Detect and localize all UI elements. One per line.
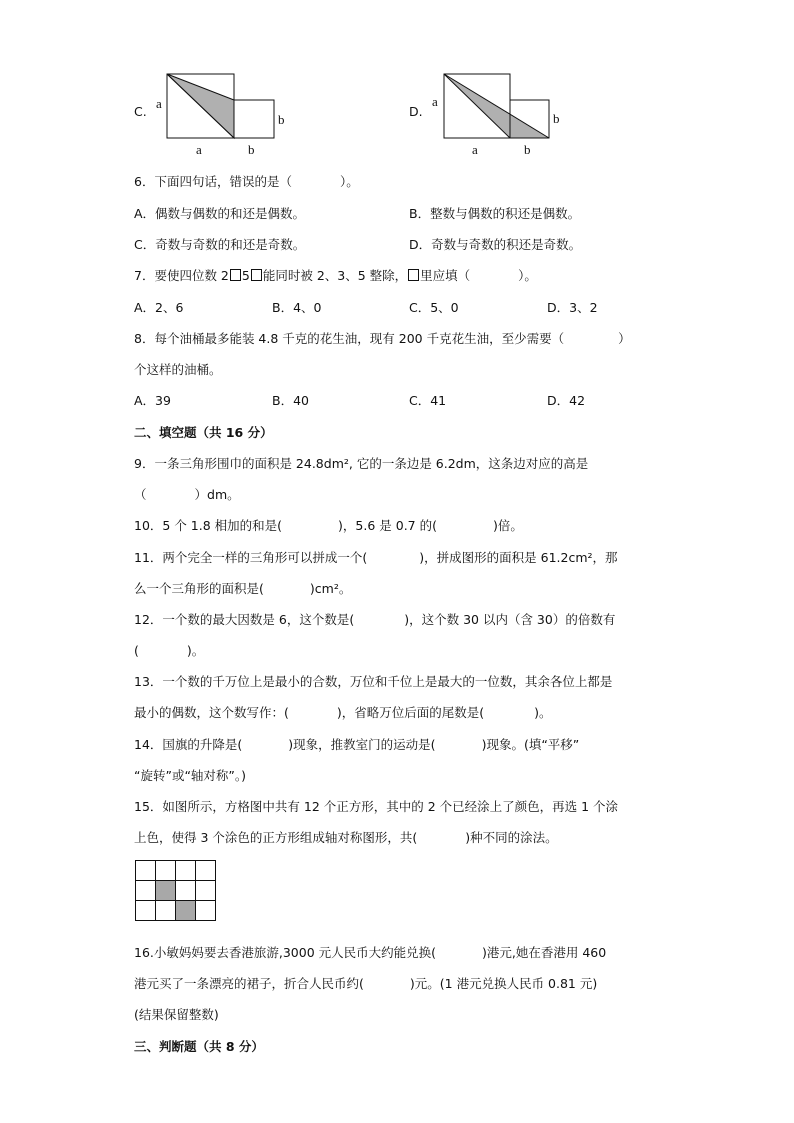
q15-line1: 15．如图所示，方格图中共有 12 个正方形，其中的 2 个已经涂上了颜色，再选 1 个涂 — [134, 799, 619, 814]
q10-line: 10．5 个 1.8 相加的和是( )，5.6 是 0.7 的( )倍。 — [134, 518, 523, 533]
q8-stem-line1: 8．每个油桶最多能装 4.8 千克的花生油，现有 200 千克花生油，至少需要（ ） — [134, 331, 631, 346]
option-c-label: C. — [134, 104, 147, 119]
label-side-b-c: b — [278, 112, 285, 127]
q6-option-b[interactable]: B．整数与偶数的积还是偶数。 — [409, 206, 581, 221]
q7-stem: 7．要使四位数 2 5 能同时被 2、3、5 整除， 里应填（ ）。 — [134, 268, 537, 283]
q7-option-b[interactable]: B．4、0 — [272, 300, 322, 315]
q7-option-c[interactable]: C．5、0 — [409, 300, 459, 315]
label-bottom-b-d: b — [524, 142, 531, 157]
q15-grid-figure — [135, 860, 217, 922]
option-d-label: D. — [409, 104, 423, 119]
q6-option-a[interactable]: A．偶数与偶数的和还是偶数。 — [134, 206, 306, 221]
q6-option-d[interactable]: D．奇数与奇数的积还是奇数。 — [409, 237, 582, 252]
q7-option-a[interactable]: A．2、6 — [134, 300, 184, 315]
q13-line2: 最小的偶数，这个数写作：( )，省略万位后面的尾数是( )。 — [134, 705, 552, 720]
q14-line2: “旋转”或“轴对称”。) — [134, 768, 247, 783]
q9-line1: 9．一条三角形围巾的面积是 24.8dm², 它的一条边是 6.2dm，这条边对应的高是 — [134, 456, 589, 471]
q16-line1: 16.小敏妈妈要去香港旅游,3000 元人民币大约能兑换( )港元,她在香港用 460 — [134, 945, 607, 960]
q9-line2: （ ）dm。 — [134, 487, 240, 502]
label-bottom-b-c: b — [248, 142, 255, 157]
empty-box-icon — [230, 269, 241, 281]
q16-line2: 港元买了一条漂亮的裙子，折合人民币约( )元。(1 港元兑换人民币 0.81 元) — [134, 976, 598, 991]
label-bottom-a-c: a — [196, 142, 202, 157]
q6-option-c[interactable]: C．奇数与奇数的和还是奇数。 — [134, 237, 306, 252]
q13-line1: 13．一个数的千万位上是最小的合数，万位和千位上是最大的一位数，其余各位上都是 — [134, 674, 613, 689]
shaded-cell — [155, 880, 175, 900]
section-2-title: 二、填空题（共 16 分） — [134, 425, 273, 440]
q6-stem: 6．下面四句话，错误的是（ ）。 — [134, 174, 359, 189]
q8-option-c[interactable]: C．41 — [409, 393, 447, 408]
q8-option-a[interactable]: A．39 — [134, 393, 171, 408]
label-side-a-d: a — [432, 94, 438, 109]
q7-option-d[interactable]: D．3、2 — [547, 300, 598, 315]
label-bottom-a-d: a — [472, 142, 478, 157]
label-side-a-c: a — [156, 96, 162, 111]
q8-option-d[interactable]: D．42 — [547, 393, 586, 408]
empty-box-icon — [408, 269, 419, 281]
q11-line1: 11．两个完全一样的三角形可以拼成一个( )，拼成图形的面积是 61.2cm²，那 — [134, 550, 618, 565]
shaded-cell — [175, 900, 195, 920]
diagonal-d-1 — [444, 74, 549, 138]
label-side-b-d: b — [553, 111, 560, 126]
q12-line2: ( )。 — [134, 643, 205, 658]
q12-line1: 12．一个数的最大因数是 6，这个数是( )，这个数 30 以内（含 30）的倍数有 — [134, 612, 616, 627]
section-3-title: 三、判断题（共 8 分） — [134, 1039, 264, 1054]
diagonal-d-2 — [444, 74, 510, 138]
q15-line2: 上色，使得 3 个涂色的正方形组成轴对称图形，共( )种不同的涂法。 — [134, 830, 558, 845]
q8-option-b[interactable]: B．40 — [272, 393, 309, 408]
q8-stem-line2: 个这样的油桶。 — [134, 362, 222, 377]
square-b-c — [234, 100, 274, 138]
figure-option-c — [150, 68, 290, 160]
q11-line2: 么一个三角形的面积是( )cm²。 — [134, 581, 352, 596]
empty-box-icon — [251, 269, 262, 281]
q16-line3: (结果保留整数) — [134, 1007, 219, 1022]
figure-option-d — [426, 68, 566, 160]
q14-line1: 14．国旗的升降是( )现象，推教室门的运动是( )现象。(填“平移” — [134, 737, 580, 752]
